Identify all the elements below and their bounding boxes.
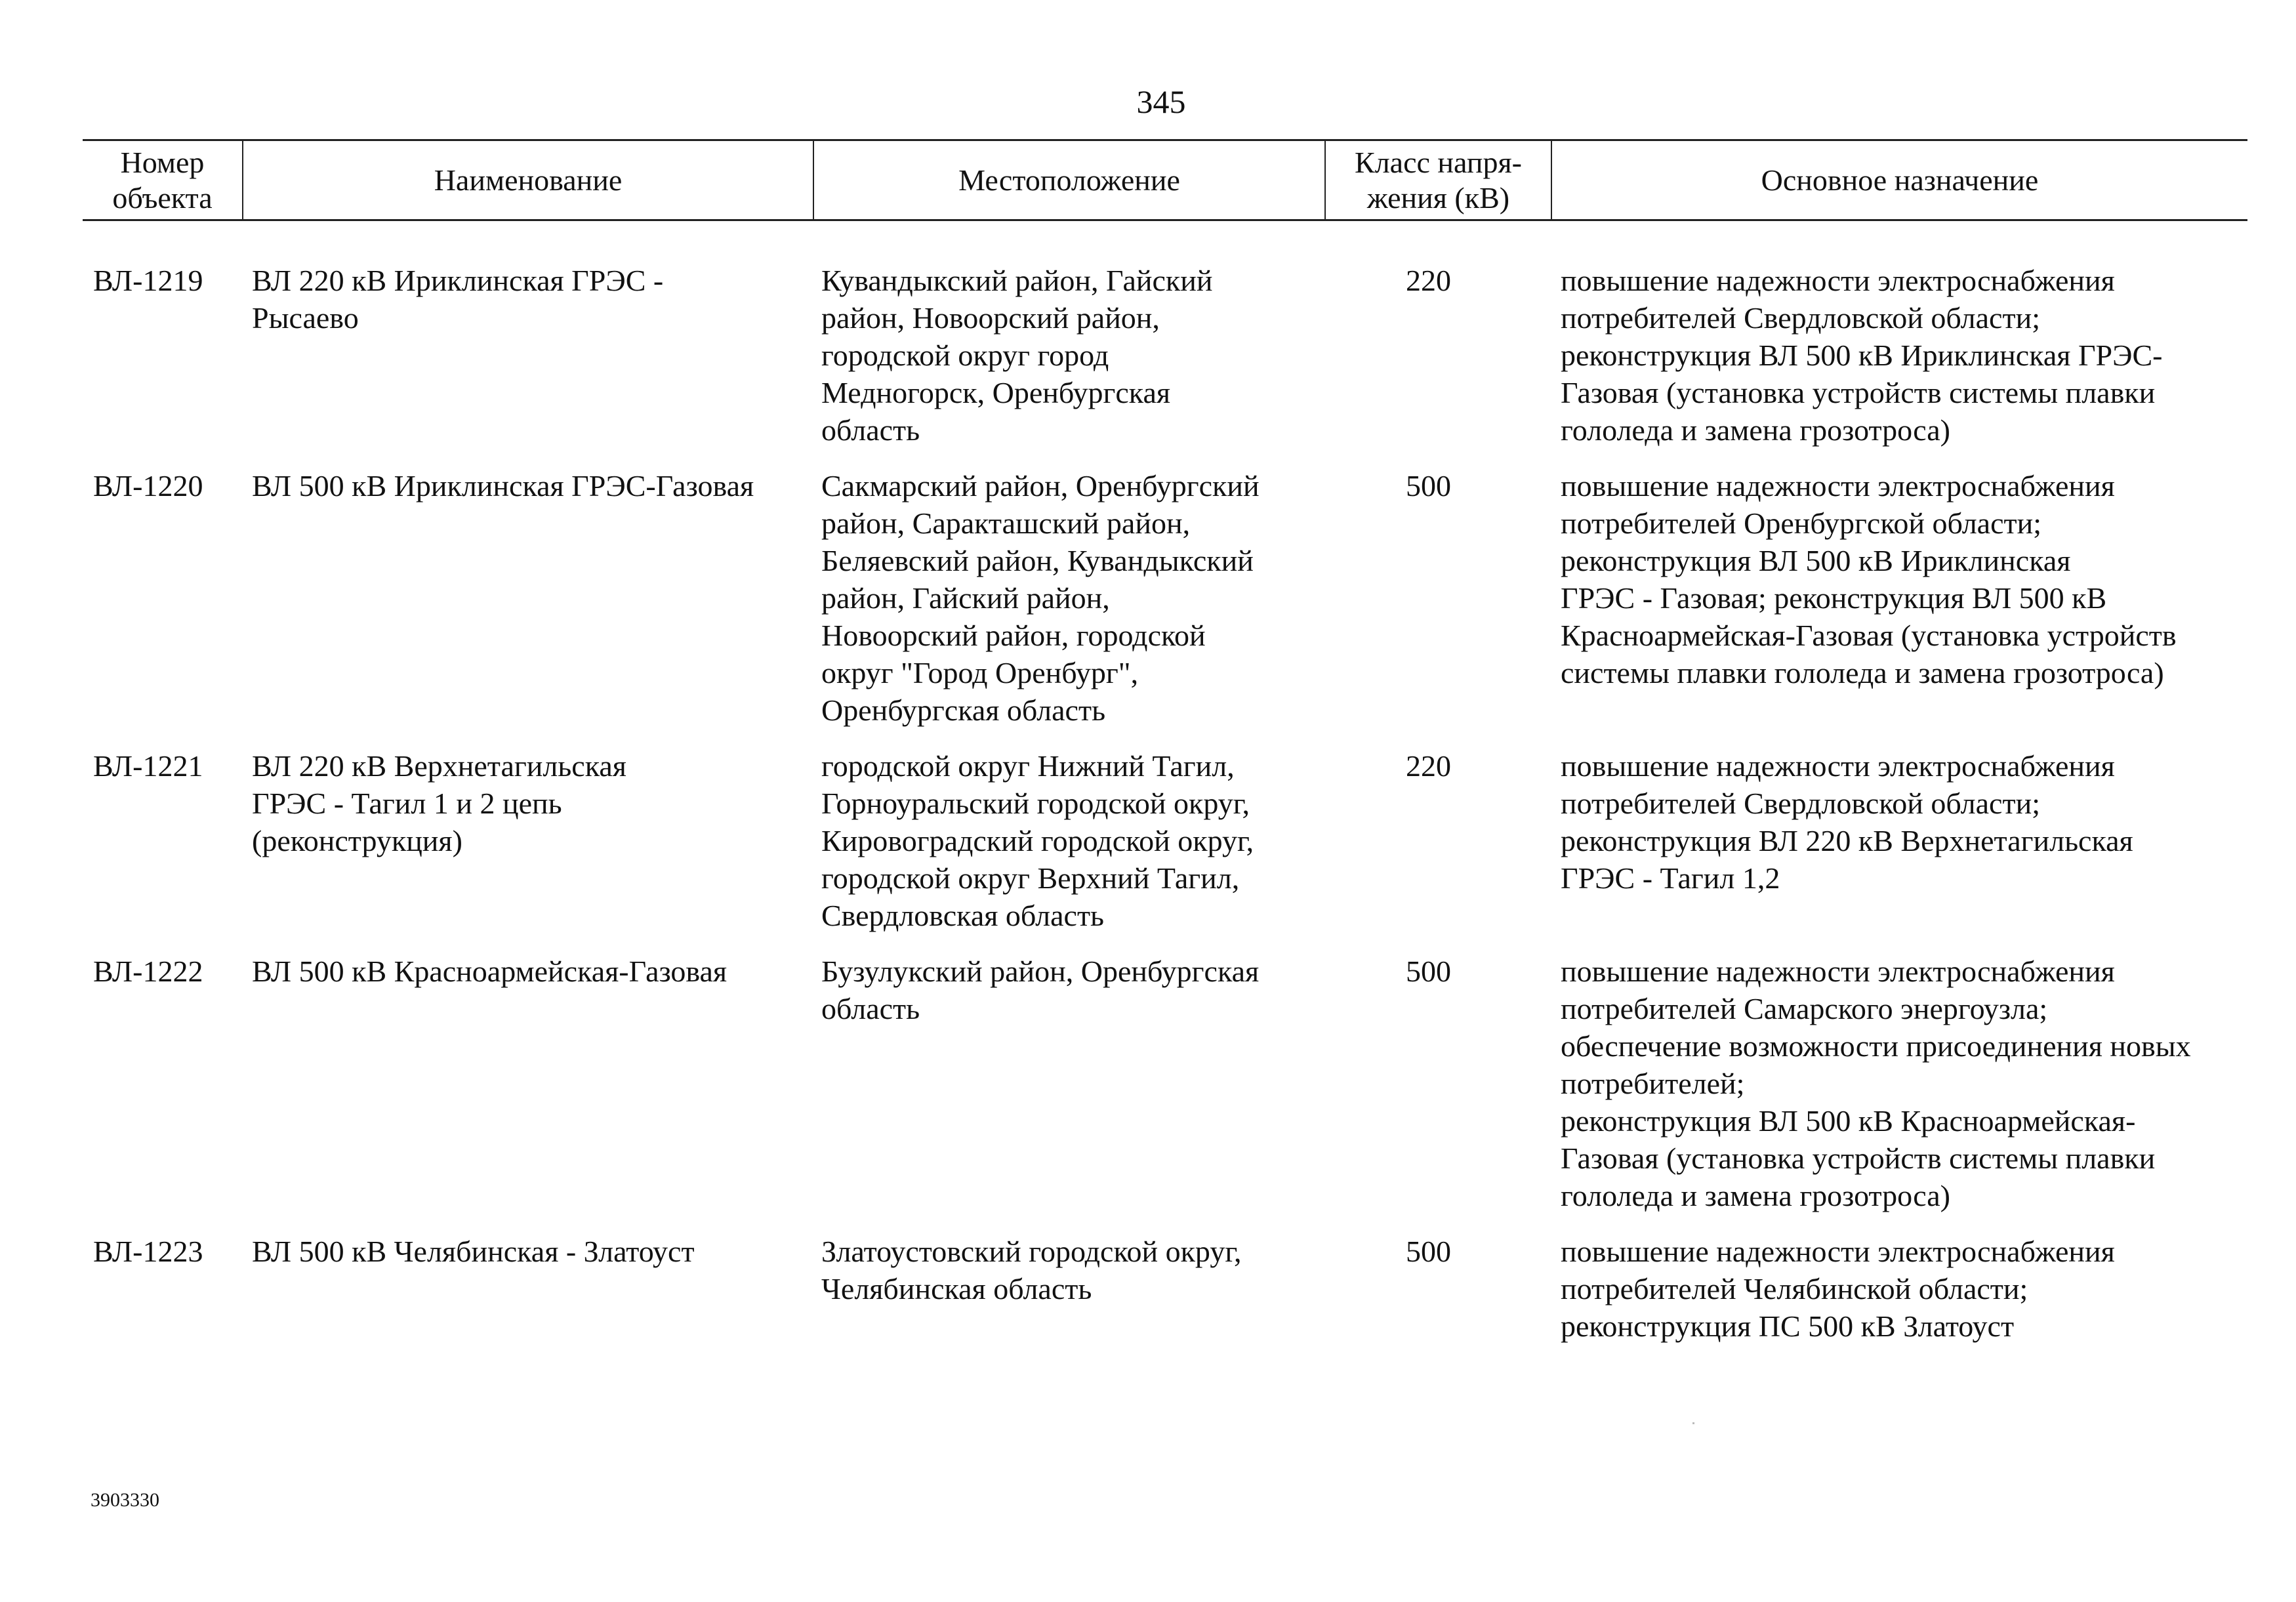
object-voltage: 500 bbox=[1406, 955, 1451, 988]
object-location: городской округ Нижний Тагил, Горноуральский городской округ, Кировоградский городской округ, городской округ Верхний Тагил, Свердловская область bbox=[821, 749, 1254, 932]
object-purpose: повышение надежности электроснабжения потребителей Оренбургской области; реконструкция ВЛ 500 кВ Ириклинская ГРЭС - Газовая; реконструкция ВЛ 500 кВ Красноармейская-Газовая (установка устройств системы плавки гололеда и замена грозотроса) bbox=[1561, 469, 2177, 689]
objects-table bbox=[83, 139, 2247, 1363]
object-number: ВЛ-1223 bbox=[93, 1235, 203, 1268]
table-row bbox=[83, 467, 2247, 747]
object-purpose: повышение надежности электроснабжения потребителей Свердловской области; реконструкция ВЛ 500 кВ Ириклинская ГРЭС- Газовая (установка устройств системы плавки гололеда и замена грозотроса) bbox=[1561, 264, 2163, 447]
page-number: 345 bbox=[1136, 83, 1186, 120]
object-location: Сакмарский район, Оренбургский район, Саракташский район, Беляевский район, Кувандыкский район, Гайский район, Новоорский район, городской округ "Город Оренбург", Оренбургская область bbox=[821, 469, 1260, 727]
object-location: Кувандыкский район, Гайский район, Новоорский район, городской округ город Медногорск, Оренбургская область bbox=[821, 264, 1213, 447]
object-number: ВЛ-1219 bbox=[93, 264, 203, 297]
table-row bbox=[83, 747, 2247, 953]
object-name: ВЛ 500 кВ Красноармейская-Газовая bbox=[252, 955, 728, 988]
table-row bbox=[83, 262, 2247, 467]
table-header-row bbox=[83, 140, 2247, 220]
object-name: ВЛ 500 кВ Ириклинская ГРЭС-Газовая bbox=[252, 469, 754, 503]
object-voltage: 220 bbox=[1406, 749, 1451, 783]
object-purpose: повышение надежности электроснабжения потребителей Свердловской области; реконструкция ВЛ 220 кВ Верхнетагильская ГРЭС - Тагил 1,2 bbox=[1561, 749, 2133, 895]
object-location: Златоустовский городской округ, Челябинская область bbox=[821, 1235, 1242, 1305]
object-number: ВЛ-1220 bbox=[93, 469, 203, 503]
object-number: ВЛ-1221 bbox=[93, 749, 203, 783]
scan-speck bbox=[1692, 1422, 1694, 1424]
object-name: ВЛ 220 кВ Ириклинская ГРЭС - Рысаево bbox=[252, 264, 664, 335]
table-row bbox=[83, 953, 2247, 1233]
object-purpose: повышение надежности электроснабжения потребителей Челябинской области; реконструкция ПС 500 кВ Златоуст bbox=[1561, 1235, 2115, 1343]
object-voltage: 500 bbox=[1406, 1235, 1451, 1268]
object-name: ВЛ 500 кВ Челябинская - Златоуст bbox=[252, 1235, 695, 1268]
document-id: 3903330 bbox=[91, 1489, 159, 1511]
object-name: ВЛ 220 кВ Верхнетагильская ГРЭС - Тагил 1 и 2 цепь (реконструкция) bbox=[252, 749, 626, 857]
header-location: Местоположение bbox=[813, 140, 1325, 220]
header-purpose: Основное назначение bbox=[1551, 140, 2247, 220]
object-purpose: повышение надежности электроснабжения потребителей Самарского энергоузла; обеспечение возможности присоединения новых потребителей; реконструкция ВЛ 500 кВ Красноармейская- Газовая (установка устройств системы плавки гололеда и замена грозотроса) bbox=[1561, 955, 2191, 1212]
object-number: ВЛ-1222 bbox=[93, 955, 203, 988]
object-location: Бузулукский район, Оренбургская область bbox=[821, 955, 1260, 1025]
header-object-number: Номер объекта bbox=[83, 140, 243, 220]
header-name: Наименование bbox=[243, 140, 813, 220]
header-voltage-class: Класс напря- жения (кВ) bbox=[1325, 140, 1551, 220]
table-row bbox=[83, 1233, 2247, 1363]
object-voltage: 500 bbox=[1406, 469, 1451, 503]
object-voltage: 220 bbox=[1406, 264, 1451, 297]
